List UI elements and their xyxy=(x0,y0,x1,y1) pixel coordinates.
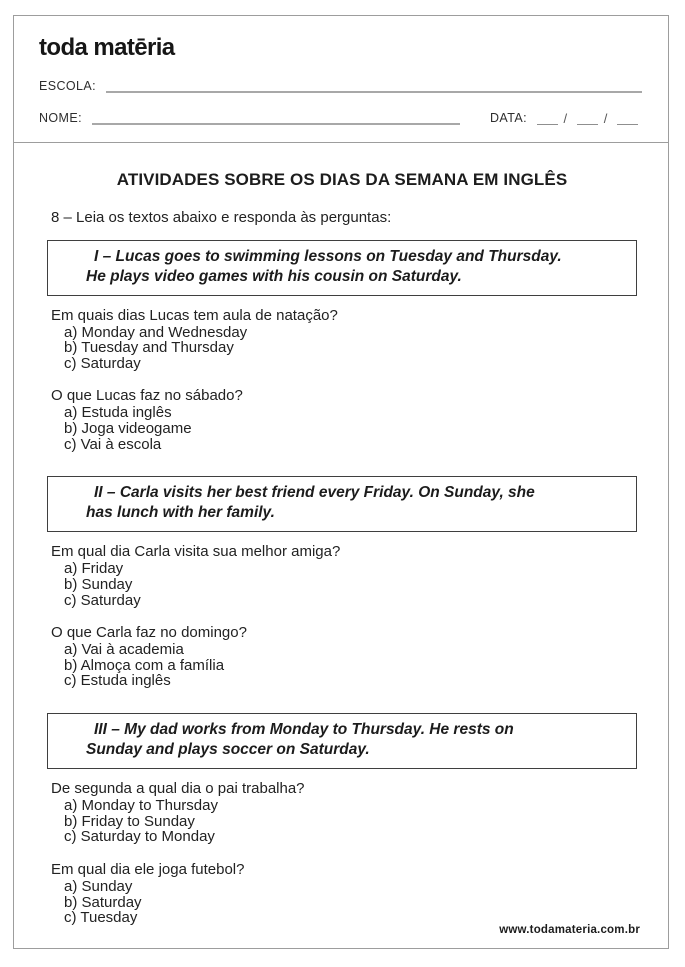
passage-line: III – My dad works from Monday to Thursday. He rests on xyxy=(94,721,514,738)
answer-option: a) Monday and Wednesday xyxy=(64,323,248,341)
school-blank-line xyxy=(106,90,642,93)
answer-option: c) Saturday xyxy=(64,354,141,372)
answer-option: b) Sunday xyxy=(64,575,133,593)
question-prompt: Em quais dias Lucas tem aula de natação? xyxy=(51,306,338,324)
question-prompt: O que Carla faz no domingo? xyxy=(51,624,247,642)
school-label: ESCOLA: xyxy=(39,79,96,93)
date-day-blank xyxy=(537,123,558,125)
header xyxy=(14,16,668,143)
passage-line: He plays video games with his cousin on Saturday. xyxy=(86,267,462,285)
worksheet-body xyxy=(14,170,668,926)
question-block xyxy=(51,625,637,689)
question-block xyxy=(51,388,637,452)
passage-line: I – Lucas goes to swimming lessons on Tuesday and Thursday. xyxy=(94,247,562,265)
question-prompt: O que Lucas faz no sábado? xyxy=(51,387,243,405)
answer-option: a) Monday to Thursday xyxy=(64,797,218,815)
passage-line: has lunch with her family. xyxy=(86,504,275,522)
answer-option: c) Vai à escola xyxy=(64,435,162,453)
footer-url: www.todamateria.com.br xyxy=(499,924,640,936)
answer-option: c) Saturday to Monday xyxy=(64,828,215,846)
passage-line: II – Carla visits her best friend every Friday. On Sunday, she xyxy=(94,484,535,502)
question-block xyxy=(51,544,637,608)
date-month-blank xyxy=(577,123,598,125)
answer-option: a) Vai à academia xyxy=(64,641,184,659)
passage-box-3 xyxy=(47,713,637,769)
question-block xyxy=(51,781,637,845)
date-year-blank xyxy=(617,123,638,125)
answer-option: b) Almoça com a família xyxy=(64,656,225,674)
name-label: NOME: xyxy=(39,111,82,125)
answer-option: c) Tuesday xyxy=(64,909,138,927)
worksheet-title: ATIVIDADES SOBRE OS DIAS DA SEMANA EM INGLÊS xyxy=(116,170,568,189)
question-block xyxy=(51,862,637,926)
passage-box-1 xyxy=(47,240,637,296)
question-prompt: De segunda a qual dia o pai trabalha? xyxy=(51,780,305,797)
answer-option: a) Estuda inglês xyxy=(64,404,172,422)
name-date-field-row xyxy=(39,112,642,125)
answer-option: b) Saturday xyxy=(64,893,142,911)
school-field-row xyxy=(39,80,642,93)
exercise-instruction: 8 – Leia os textos abaixo e responda às perguntas: xyxy=(51,209,392,226)
passage-line: Sunday and plays soccer on Saturday. xyxy=(86,741,370,758)
date-slash: / xyxy=(603,110,608,126)
passage-box-2 xyxy=(47,476,637,532)
answer-option: a) Friday xyxy=(64,560,124,578)
question-prompt: Em qual dia ele joga futebol? xyxy=(51,860,245,878)
answer-option: c) Saturday xyxy=(64,591,141,609)
question-block xyxy=(51,308,637,372)
toda-materia-logo: toda matēria xyxy=(39,34,175,61)
worksheet-page xyxy=(13,15,669,949)
date-label: DATA: xyxy=(489,111,527,125)
answer-option: c) Estuda inglês xyxy=(64,672,171,690)
date-slash: / xyxy=(563,110,568,126)
answer-option: b) Friday to Sunday xyxy=(64,812,195,830)
question-prompt: Em qual dia Carla visita sua melhor amiga? xyxy=(51,543,341,561)
answer-option: b) Tuesday and Thursday xyxy=(64,339,234,357)
name-blank-line xyxy=(92,122,460,125)
answer-option: b) Joga videogame xyxy=(64,420,192,438)
answer-option: a) Sunday xyxy=(64,877,133,895)
